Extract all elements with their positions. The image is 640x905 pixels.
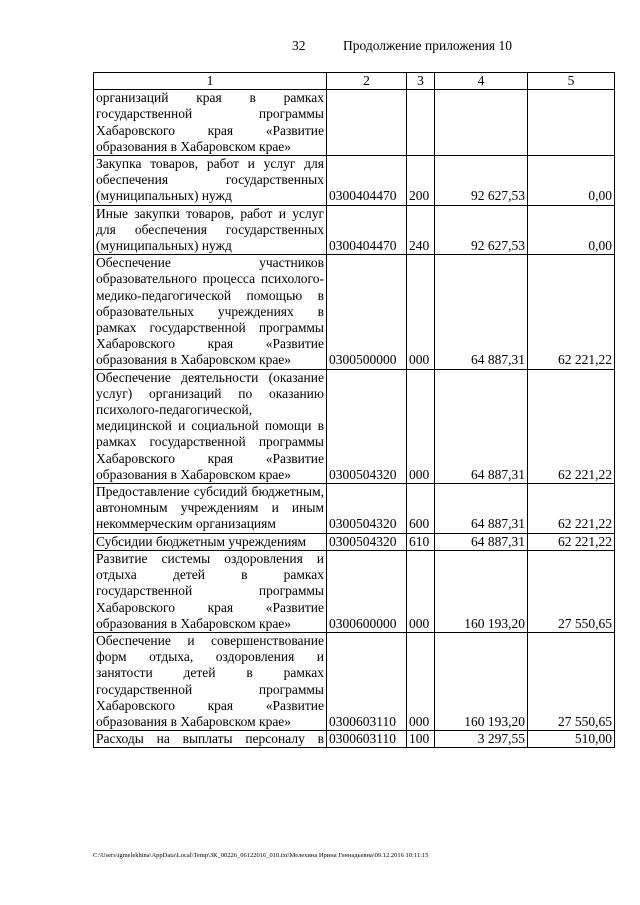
table-row xyxy=(94,255,615,369)
page-number: 32 xyxy=(292,38,306,53)
row-amount-1: 160 193,20 xyxy=(435,550,528,632)
appendix-title: Продолжение приложения 10 xyxy=(343,38,513,53)
row-amount-2: 62 221,22 xyxy=(528,369,615,483)
row-code: 0300600000 xyxy=(327,550,407,632)
row-code: 0300504320 xyxy=(327,369,407,483)
row-kind: 600 xyxy=(407,484,435,534)
table-row xyxy=(94,632,615,730)
column-header-1: 1 xyxy=(94,73,327,90)
table-row xyxy=(94,369,615,483)
row-amount-1: 64 887,31 xyxy=(435,533,528,550)
row-kind: 000 xyxy=(407,632,435,730)
row-kind: 610 xyxy=(407,533,435,550)
row-amount-2: 62 221,22 xyxy=(528,533,615,550)
row-kind: 240 xyxy=(407,205,435,255)
row-name: Предоставление субсидий бюджетным, автономным учреждениям и иным некоммерческим организациям xyxy=(94,484,327,534)
row-kind: 000 xyxy=(407,255,435,369)
column-header-3: 3 xyxy=(407,73,435,90)
row-amount-1: 64 887,31 xyxy=(435,484,528,534)
row-amount-1 xyxy=(435,90,528,156)
row-amount-2: 27 550,65 xyxy=(528,550,615,632)
table-row xyxy=(94,484,615,534)
row-amount-1: 92 627,53 xyxy=(435,205,528,255)
row-amount-2: 62 221,22 xyxy=(528,484,615,534)
row-amount-1: 64 887,31 xyxy=(435,369,528,483)
row-kind: 000 xyxy=(407,550,435,632)
row-code: 0300404470 xyxy=(327,156,407,206)
column-header-2: 2 xyxy=(327,73,407,90)
row-name: Иные закупки товаров, работ и услуг для обеспечения государственных (муниципальных) нужд xyxy=(94,205,327,255)
row-name: Обеспечение и совершенствование форм отдыха, оздоровления и занятости детей в рамках государственной программы Хабаровского края «Развитие образования в Хабаровском крае» xyxy=(94,632,327,730)
row-code: 0300404470 xyxy=(327,205,407,255)
row-code: 0300504320 xyxy=(327,533,407,550)
row-name: Расходы на выплаты персоналу в xyxy=(94,731,327,748)
row-amount-2 xyxy=(528,90,615,156)
row-amount-2: 62 221,22 xyxy=(528,255,615,369)
row-amount-2: 510,00 xyxy=(528,731,615,748)
row-kind: 000 xyxy=(407,369,435,483)
row-kind xyxy=(407,90,435,156)
page-header xyxy=(0,38,640,58)
row-amount-2: 0,00 xyxy=(528,156,615,206)
row-name: Субсидии бюджетным учреждениям xyxy=(94,533,327,550)
row-name: организаций края в рамках государственной программы Хабаровского края «Развитие образования в Хабаровском крае» xyxy=(94,90,327,156)
row-code: 0300504320 xyxy=(327,484,407,534)
row-name: Обеспечение участников образовательного процесса психолого-медико-педагогической помощью в образовательных учреждениях в рамках государственной программы Хабаровского края «Развитие образования в Хабаровском крае» xyxy=(94,255,327,369)
table-row xyxy=(94,90,615,156)
row-name: Обеспечение деятельности (оказание услуг) организаций по оказанию психолого-педагогической, медицинской и социальной помощи в рамках государственной программы Хабаровского края «Развитие образования в Хабаровском крае» xyxy=(94,369,327,483)
table-row xyxy=(94,731,615,748)
table-header-row xyxy=(94,73,615,90)
column-header-4: 4 xyxy=(435,73,528,90)
row-amount-1: 160 193,20 xyxy=(435,632,528,730)
row-name: Закупка товаров, работ и услуг для обеспечения государственных (муниципальных) нужд xyxy=(94,156,327,206)
row-amount-1: 3 297,55 xyxy=(435,731,528,748)
row-code xyxy=(327,90,407,156)
row-code: 0300603110 xyxy=(327,632,407,730)
row-amount-2: 27 550,65 xyxy=(528,632,615,730)
row-code: 0300500000 xyxy=(327,255,407,369)
row-amount-1: 64 887,31 xyxy=(435,255,528,369)
row-kind: 200 xyxy=(407,156,435,206)
row-amount-2: 0,00 xyxy=(528,205,615,255)
row-amount-1: 92 627,53 xyxy=(435,156,528,206)
column-header-5: 5 xyxy=(528,73,615,90)
table-row xyxy=(94,533,615,550)
budget-table xyxy=(93,72,615,748)
table-row xyxy=(94,205,615,255)
row-code: 0300603110 xyxy=(327,731,407,748)
row-kind: 100 xyxy=(407,731,435,748)
row-name: Развитие системы оздоровления и отдыха детей в рамках государственной программы Хабаровского края «Развитие образования в Хабаровском крае» xyxy=(94,550,327,632)
table-row xyxy=(94,550,615,632)
table-row xyxy=(94,156,615,206)
footer-file-path: C:\Users\igmelekhina\AppData\Local\Temp\ЗК_00226_06122016_010.txt\Мелехина Ирина Геннадьевна\09.12.2016 10:11:15 xyxy=(93,852,429,859)
